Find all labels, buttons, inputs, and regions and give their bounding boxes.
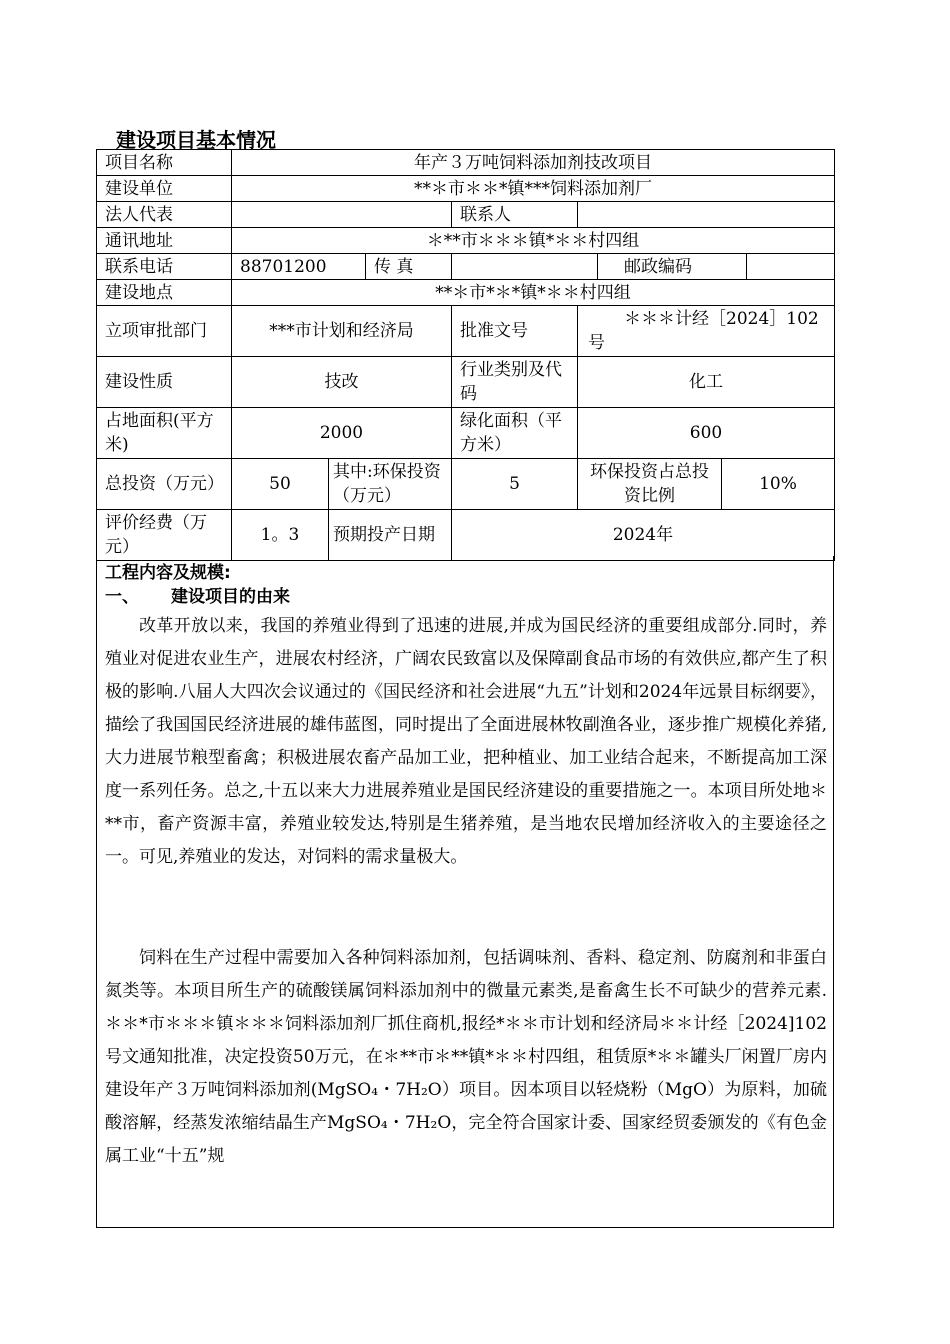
industry-label: 行业类别及代码 <box>452 357 578 408</box>
env-invest-value: 5 <box>452 459 578 510</box>
contact-value <box>578 202 835 228</box>
address-label: 通讯地址 <box>97 228 232 254</box>
nature-label: 建设性质 <box>97 357 232 408</box>
section-heading: 工程内容及规模: <box>105 563 231 583</box>
approval-dept-label: 立项审批部门 <box>97 306 232 357</box>
invest-label: 总投资（万元） <box>97 459 232 510</box>
paragraph-1: 改革开放以来，我国的养殖业得到了迅速的进展,并成为国民经济的重要组成部分.同时，养殖业对促进农业生产，进展农村经济，广阔农民致富以及保障副食品市场的有效供应,都产生了积极的影响.八届人大四次会议通过的《国民经济和社会进展“九五”计划和2024年远景目标纲要》，描绘了我国国民经济进展的雄伟蓝图，同时提出了全面进展林牧副渔各业，逐步推广规模化养猪,大力进展节粮型畜禽；积极进展农畜产品加工业，把种植业、加工业结合起来，不断提高加工深度一系列任务。总之,十五以来大力进展养殖业是国民经济建设的重要措施之一。本项目所处地＊**市，畜产资源丰富，养殖业较发达,特别是生猪养殖，是当地农民增加经济收入的主要途径之一。可见,养殖业的发达，对饲料的需求量极大。 <box>105 616 827 867</box>
address-value: ＊**市＊＊＊镇*＊＊村四组 <box>232 228 835 254</box>
industry-value: 化工 <box>578 357 835 408</box>
phone-value: 88701200 <box>232 254 366 280</box>
approval-dept-value: ***市计划和经济局 <box>232 306 452 357</box>
invest-value: 50 <box>232 459 329 510</box>
fax-label: 传 真 <box>366 254 452 280</box>
legal-rep-value <box>232 202 452 228</box>
approval-no-label: 批准文号 <box>452 306 578 357</box>
eval-fee-label: 评价经费（万元） <box>97 510 232 561</box>
unit-label: 建设单位 <box>97 176 232 202</box>
green-label: 绿化面积（平方米） <box>452 408 578 459</box>
location-value: **＊市*＊*镇*＊＊村四组 <box>232 280 835 306</box>
env-ratio-label: 环保投资占总投资比例 <box>578 459 722 510</box>
project-name-label: 项目名称 <box>97 150 232 176</box>
start-date-value: 2024年 <box>452 510 835 561</box>
paragraph-2: 饲料在生产过程中需要加入各种饲料添加剂，包括调味剂、香料、稳定剂、防腐剂和非蛋白氮类等。本项目所生产的硫酸镁属饲料添加剂中的微量元素类,是畜禽生长不可缺少的营养元素.＊＊*市＊＊＊镇＊＊＊饲料添加剂厂抓住商机,报经*＊＊市计划和经济局＊＊计经［2024]102号文通知批准，决定投资50万元，在＊**市＊**镇*＊＊村四组，租赁原*＊＊罐头厂闲置厂房内建设年产３万吨饲料添加剂(MgSO₄・7H₂O）项目。因本项目以轻烧粉（MgO）为原料，加硫酸溶解，经蒸发浓缩结晶生产MgSO₄・7H₂O，完全符合国家计委、国家经贸委颁发的《有色金属工业“十五”规 <box>105 948 827 1166</box>
env-invest-label: 其中:环保投资（万元） <box>329 459 452 510</box>
subsection-heading <box>105 582 290 607</box>
nature-value: 技改 <box>232 357 452 408</box>
project-name-value: 年产３万吨饲料添加剂技改项目 <box>232 150 835 176</box>
location-label: 建设地点 <box>97 280 232 306</box>
contact-label: 联系人 <box>452 202 578 228</box>
unit-value: **＊市＊＊*镇***饲料添加剂厂 <box>232 176 835 202</box>
env-ratio-value: 10% <box>722 459 835 510</box>
postcode-value <box>747 254 835 280</box>
approval-no-value: ＊＊＊计经［2024］102号 <box>578 306 835 357</box>
start-date-label: 预期投产日期 <box>329 510 452 561</box>
eval-fee-value: 1。3 <box>232 510 329 561</box>
subsection-number: 一、 <box>105 587 139 607</box>
project-content-section <box>96 556 834 1228</box>
fax-value <box>452 254 598 280</box>
area-value: 2000 <box>232 408 452 459</box>
green-value: 600 <box>578 408 835 459</box>
area-label: 占地面积(平方米) <box>97 408 232 459</box>
subsection-title: 建设项目的由来 <box>171 587 290 607</box>
postcode-label: 邮政编码 <box>598 254 747 280</box>
phone-label: 联系电话 <box>97 254 232 280</box>
project-info-table <box>96 149 835 561</box>
legal-rep-label: 法人代表 <box>97 202 232 228</box>
page-title: 建设项目基本情况 <box>116 128 276 152</box>
